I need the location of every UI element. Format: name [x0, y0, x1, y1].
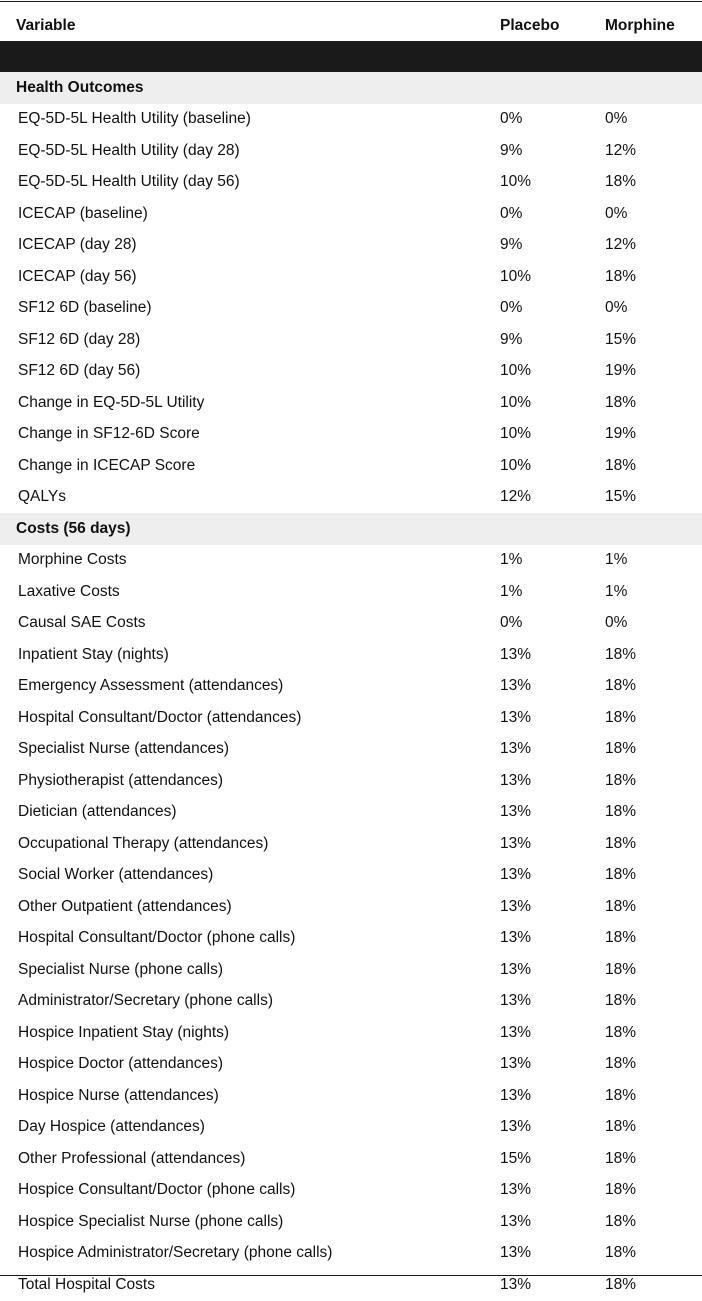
table-row	[0, 923, 702, 955]
cell-variable: Hospice Administrator/Secretary (phone calls)	[18, 1244, 333, 1262]
cell-morphine: 18%	[605, 1118, 637, 1136]
cell-variable: Hospital Consultant/Doctor (phone calls)	[18, 929, 296, 947]
table-row	[0, 293, 702, 325]
table-row	[0, 356, 702, 388]
cell-placebo: 10%	[500, 456, 532, 474]
cell-placebo: 1%	[500, 551, 523, 569]
table-row	[0, 797, 702, 829]
cell-variable: Social Worker (attendances)	[18, 866, 214, 884]
cell-variable: Emergency Assessment (attendances)	[18, 677, 284, 695]
header-variable: Variable	[16, 16, 76, 34]
cell-variable: Change in EQ-5D-5L Utility	[18, 393, 205, 411]
cell-placebo: 9%	[500, 236, 523, 254]
cell-variable: SF12 6D (day 28)	[18, 330, 141, 348]
cell-placebo: 9%	[500, 330, 523, 348]
cell-placebo: 10%	[500, 425, 532, 443]
cell-morphine: 18%	[605, 1212, 637, 1230]
cell-morphine: 0%	[605, 110, 628, 128]
cell-placebo: 13%	[500, 1275, 532, 1293]
cell-variable: Causal SAE Costs	[18, 614, 146, 632]
cell-variable: Hospice Consultant/Doctor (phone calls)	[18, 1181, 296, 1199]
table-row	[0, 545, 702, 577]
cell-morphine: 18%	[605, 708, 637, 726]
cell-placebo: 13%	[500, 803, 532, 821]
cell-variable: Hospital Consultant/Doctor (attendances)	[18, 708, 302, 726]
cell-placebo: 0%	[500, 204, 523, 222]
cell-placebo: 13%	[500, 1118, 532, 1136]
cell-variable: Occupational Therapy (attendances)	[18, 834, 269, 852]
cell-variable: Hospice Doctor (attendances)	[18, 1055, 224, 1073]
cell-variable: Hospice Inpatient Stay (nights)	[18, 1023, 230, 1041]
cell-morphine: 0%	[605, 204, 628, 222]
cell-morphine: 18%	[605, 866, 637, 884]
table-row	[0, 1238, 702, 1270]
cell-morphine: 18%	[605, 834, 637, 852]
table-row	[0, 167, 702, 199]
cell-morphine: 1%	[605, 551, 628, 569]
cell-variable: ICECAP (baseline)	[18, 204, 148, 222]
table-row	[0, 1269, 702, 1301]
cell-placebo: 13%	[500, 1244, 532, 1262]
cell-variable: Physiotherapist (attendances)	[18, 771, 224, 789]
cell-variable: Change in SF12-6D Score	[18, 425, 200, 443]
cell-placebo: 13%	[500, 992, 532, 1010]
cell-placebo: 13%	[500, 866, 532, 884]
cell-placebo: 13%	[500, 1181, 532, 1199]
cell-placebo: 13%	[500, 1212, 532, 1230]
cell-variable: SF12 6D (day 56)	[18, 362, 141, 380]
cell-variable: Morphine Costs	[18, 551, 127, 569]
cell-morphine: 18%	[605, 803, 637, 821]
cell-placebo: 13%	[500, 740, 532, 758]
cell-placebo: 13%	[500, 929, 532, 947]
cell-variable: Specialist Nurse (attendances)	[18, 740, 230, 758]
table-row	[0, 986, 702, 1018]
cell-morphine: 1%	[605, 582, 628, 600]
table-row	[0, 1080, 702, 1112]
cell-morphine: 18%	[605, 1275, 637, 1293]
cell-morphine: 18%	[605, 645, 637, 663]
cell-morphine: 18%	[605, 456, 637, 474]
cell-morphine: 18%	[605, 173, 637, 191]
table-row	[0, 765, 702, 797]
table-row	[0, 671, 702, 703]
table-row	[0, 387, 702, 419]
table-row	[0, 608, 702, 640]
cell-morphine: 15%	[605, 488, 637, 506]
table-row	[0, 639, 702, 671]
table-row	[0, 954, 702, 986]
table-row	[0, 1206, 702, 1238]
cell-morphine: 18%	[605, 771, 637, 789]
cell-variable: EQ-5D-5L Health Utility (day 56)	[18, 173, 240, 191]
cell-morphine: 19%	[605, 362, 637, 380]
table-top-rule	[0, 1, 702, 2]
table-row	[0, 860, 702, 892]
cell-placebo: 1%	[500, 582, 523, 600]
cell-variable: Other Outpatient (attendances)	[18, 897, 232, 915]
table-row	[0, 1017, 702, 1049]
table-row	[0, 450, 702, 482]
cell-morphine: 18%	[605, 1023, 637, 1041]
table-row	[0, 104, 702, 136]
cell-placebo: 9%	[500, 141, 523, 159]
cell-placebo: 13%	[500, 897, 532, 915]
table-row	[0, 482, 702, 514]
table-row	[0, 576, 702, 608]
cell-morphine: 18%	[605, 1055, 637, 1073]
cell-placebo: 13%	[500, 834, 532, 852]
cell-morphine: 0%	[605, 614, 628, 632]
cell-morphine: 18%	[605, 740, 637, 758]
cell-variable: SF12 6D (baseline)	[18, 299, 152, 317]
cell-variable: EQ-5D-5L Health Utility (baseline)	[18, 110, 251, 128]
cell-variable: Specialist Nurse (phone calls)	[18, 960, 224, 978]
cell-variable: Hospice Nurse (attendances)	[18, 1086, 219, 1104]
cell-morphine: 18%	[605, 992, 637, 1010]
cell-variable: Other Professional (attendances)	[18, 1149, 246, 1167]
cell-variable: ICECAP (day 56)	[18, 267, 137, 285]
cell-morphine: 0%	[605, 299, 628, 317]
cell-morphine: 18%	[605, 393, 637, 411]
cell-morphine: 18%	[605, 929, 637, 947]
header-rule	[0, 41, 702, 72]
cell-variable: Day Hospice (attendances)	[18, 1118, 205, 1136]
table-row	[0, 198, 702, 230]
table-row	[0, 230, 702, 262]
cell-placebo: 13%	[500, 960, 532, 978]
table-row	[0, 1175, 702, 1207]
cell-morphine: 12%	[605, 236, 637, 254]
section-title: Health Outcomes	[0, 72, 702, 104]
cell-placebo: 13%	[500, 677, 532, 695]
cell-variable: Change in ICECAP Score	[18, 456, 196, 474]
table-header-row	[0, 10, 702, 41]
table-row	[0, 261, 702, 293]
table-row	[0, 1112, 702, 1144]
table-row	[0, 828, 702, 860]
cell-placebo: 13%	[500, 1055, 532, 1073]
cell-variable: QALYs	[18, 488, 66, 506]
cell-placebo: 10%	[500, 362, 532, 380]
cell-morphine: 18%	[605, 1181, 637, 1199]
cell-placebo: 0%	[500, 614, 523, 632]
table-row	[0, 135, 702, 167]
cell-placebo: 13%	[500, 771, 532, 789]
cell-placebo: 10%	[500, 173, 532, 191]
data-table	[0, 10, 702, 1301]
table-row	[0, 1143, 702, 1175]
cell-placebo: 0%	[500, 110, 523, 128]
table-body	[0, 72, 702, 1301]
table-row	[0, 419, 702, 451]
cell-variable: Total Hospital Costs	[18, 1275, 155, 1293]
cell-placebo: 13%	[500, 1086, 532, 1104]
table-row	[0, 1049, 702, 1081]
cell-morphine: 18%	[605, 1149, 637, 1167]
cell-variable: Hospice Specialist Nurse (phone calls)	[18, 1212, 284, 1230]
cell-morphine: 12%	[605, 141, 637, 159]
section-title: Costs (56 days)	[0, 513, 702, 545]
cell-placebo: 15%	[500, 1149, 532, 1167]
section-header-row	[0, 72, 702, 104]
cell-variable: Administrator/Secretary (phone calls)	[18, 992, 273, 1010]
cell-placebo: 13%	[500, 645, 532, 663]
cell-morphine: 15%	[605, 330, 637, 348]
cell-variable: ICECAP (day 28)	[18, 236, 137, 254]
header-placebo: Placebo	[500, 16, 560, 34]
cell-placebo: 13%	[500, 708, 532, 726]
table-row	[0, 891, 702, 923]
cell-placebo: 10%	[500, 267, 532, 285]
table-row	[0, 702, 702, 734]
table-bottom-rule	[0, 1275, 702, 1276]
cell-morphine: 18%	[605, 1244, 637, 1262]
cell-morphine: 18%	[605, 1086, 637, 1104]
cell-morphine: 18%	[605, 267, 637, 285]
cell-morphine: 18%	[605, 960, 637, 978]
cell-placebo: 13%	[500, 1023, 532, 1041]
cell-placebo: 10%	[500, 393, 532, 411]
table-row	[0, 734, 702, 766]
cell-morphine: 19%	[605, 425, 637, 443]
cell-morphine: 18%	[605, 677, 637, 695]
header-morphine: Morphine	[605, 16, 675, 34]
cell-variable: Dietician (attendances)	[18, 803, 177, 821]
cell-variable: Inpatient Stay (nights)	[18, 645, 169, 663]
cell-variable: Laxative Costs	[18, 582, 120, 600]
table-row	[0, 324, 702, 356]
cell-placebo: 12%	[500, 488, 532, 506]
cell-variable: EQ-5D-5L Health Utility (day 28)	[18, 141, 240, 159]
section-header-row	[0, 513, 702, 545]
cell-morphine: 18%	[605, 897, 637, 915]
cell-placebo: 0%	[500, 299, 523, 317]
